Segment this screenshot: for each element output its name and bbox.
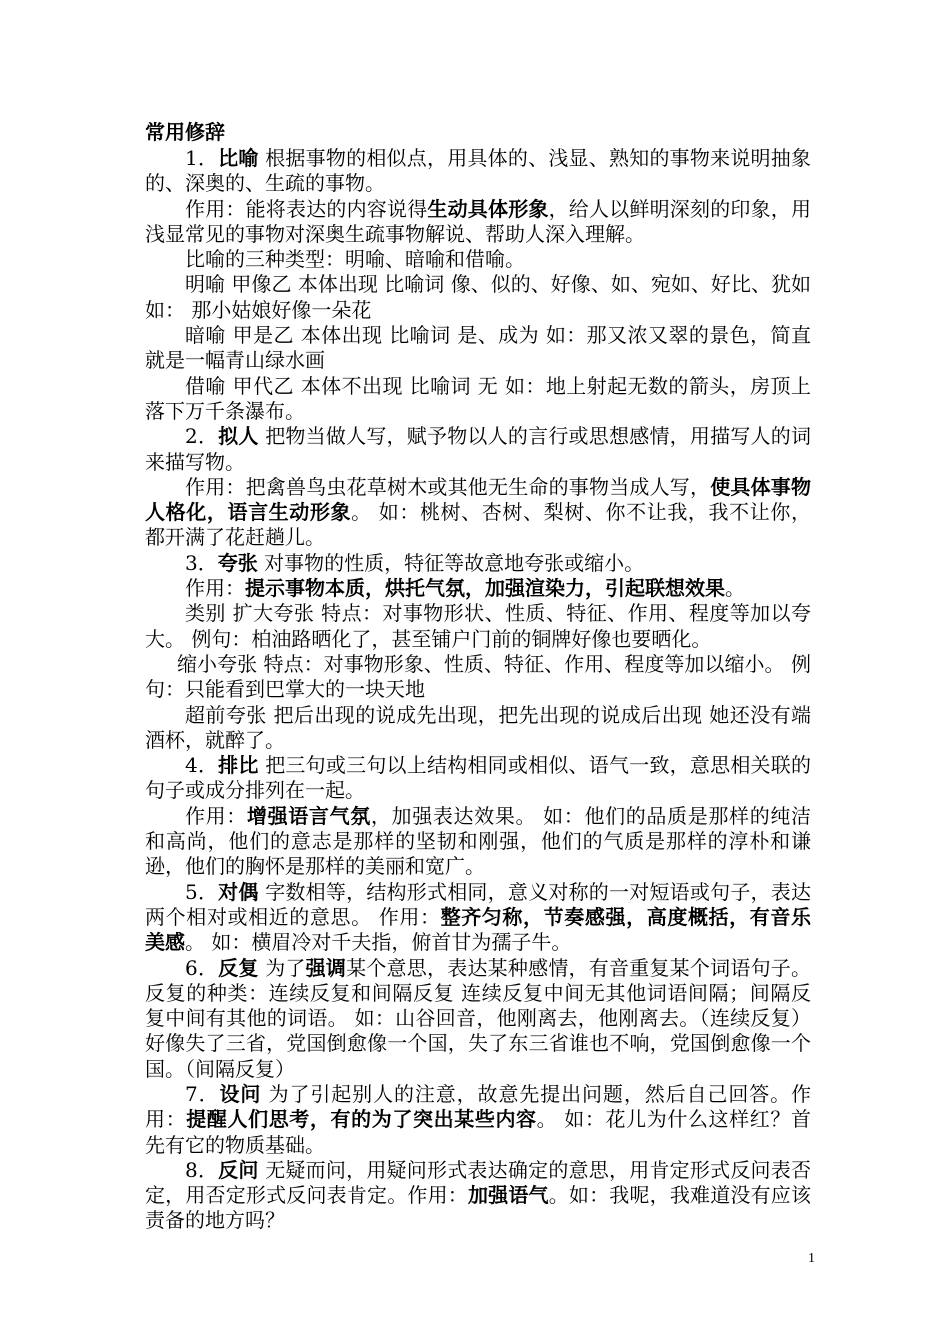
section-term: 比喻: [218, 146, 259, 170]
section-rhetorical-question: [145, 1082, 811, 1158]
function-text: 。: [725, 576, 745, 601]
function-highlight: 提醒人们思考，有的为了突出某些内容: [186, 1107, 537, 1132]
metaphor-types: 比喻的三种类型：明喻、暗喻和借喻。: [185, 247, 525, 272]
section-function: [145, 576, 811, 601]
section-number: 1．: [185, 146, 219, 170]
function-text: 。如：我呢，我难道没有应该责备的地方吗？: [145, 1183, 811, 1233]
function-highlight: 生动具体形象: [427, 196, 549, 221]
section-definition: 根据事物的相似点，用具体的、浅显、熟知的事物来说明抽象的、深奥的、生疏的事物。: [145, 146, 811, 196]
section-definition: 某个意思，表达某种感情，有音重复某个词语句子。 反复的种类：连续反复和间隔反复 连续反复中间无其他词语间隔；间隔反复中间有其他的词语。 如：山谷回音，他刚离去，他刚离去。（连续反复） 好像失了三省，党国倒愈像一个国，失了东三省谁也不响，党国倒愈像一个国。（间隔反复）: [145, 955, 812, 1081]
section-number: 6．: [185, 955, 219, 980]
page-title: 常用修辞: [145, 120, 225, 144]
function-text: 作用：把禽兽鸟虫花草树木或其他无生命的事物当成人写，: [185, 474, 711, 499]
metaphor-type-simile: 明喻 甲像乙 本体出现 比喻词 像、似的、好像、如、宛如、好比、犹如 如： 那小姑娘好像一朵花: [145, 272, 811, 322]
section-number: 5．: [185, 879, 219, 904]
function-text: 作用：: [185, 803, 247, 828]
function-text: 。 如：花儿为什么这样红？首先有它的物质基础。: [145, 1107, 812, 1157]
function-text: ，加强表达效果。 如：他们的品质是那样的纯洁和高尚，他们的意志是那样的坚韧和刚强，他们的气质是那样的淳朴和谦逊，他们的胸怀是那样的美丽和宽广。: [145, 803, 812, 879]
hyperbole-type-advance: 超前夸张 把后出现的说成先出现，把先出现的说成后出现 她还没有端酒杯，就醉了。: [145, 702, 811, 752]
section-term: 反复: [218, 955, 259, 980]
section-term: 拟人: [218, 424, 259, 449]
section-term: 设问: [219, 1081, 262, 1106]
function-highlight: 加强语气: [468, 1183, 549, 1208]
function-text: 。 如：桃树、杏树、梨树、你不让我，我不让你，都开满了花赶趟儿。: [145, 500, 812, 550]
function-text: 作用：: [185, 576, 245, 601]
section-term: 反问: [218, 1157, 259, 1182]
section-definition: 为了: [258, 955, 306, 980]
section-definition: 对事物的性质，特征等故意地夸张或缩小。: [257, 550, 645, 575]
section-definition: 把物当做人写，赋予物以人的言行或思想感情，用描写人的词来描写物。: [145, 424, 811, 474]
section-function: [145, 804, 811, 880]
page-number: 1: [808, 1251, 815, 1266]
section-number: 8．: [185, 1157, 219, 1182]
function-highlight: 整齐匀称，节奏感强，高度概括，有音乐美感: [145, 904, 812, 955]
section-term: 排比: [218, 753, 259, 778]
section-number: 2．: [185, 424, 219, 449]
metaphor-type-implicit: 暗喻 甲是乙 本体出现 比喻词 是、成为 如：那又浓又翠的景色，简直就是一幅青山绿水画: [145, 323, 811, 373]
section-hyperbole: [145, 551, 811, 576]
section-term: 对偶: [218, 879, 259, 904]
section-repetition: [145, 956, 811, 1082]
hyperbole-type-exaggerate: 类别 扩大夸张 特点：对事物形状、性质、特征、作用、程度等加以夸大。 例句：柏油路晒化了，甚至铺户门前的铜牌好像也要晒化。: [145, 601, 811, 651]
section-definition: 字数相等，结构形式相同，意义对称的一对短语或句子，表达两个相对或相近的意思。 作用：: [145, 879, 811, 929]
section-number: 7．: [185, 1081, 220, 1106]
definition-highlight: 强调: [305, 955, 347, 980]
section-number: 4．: [185, 753, 219, 778]
section-definition: 把三句或三句以上结构相同或相似、语气一致，意思相关联的句子或成分排列在一起。: [145, 753, 811, 803]
function-highlight: 提示事物本质，烘托气氛，加强渲染力，引起联想效果: [245, 576, 725, 601]
section-definition: 为了引起别人的注意，故意先提出问题，然后自己回答。作用：: [145, 1081, 812, 1132]
metaphor-type-borrowed: 借喻 甲代乙 本体不出现 比喻词 无 如：地上射起无数的箭头，房顶上落下万千条瀑布。: [145, 373, 811, 423]
document-body: [145, 118, 811, 1234]
section-antithesis: [145, 880, 811, 956]
function-highlight: 使具体事物人格化，语言生动形象: [145, 474, 812, 525]
section-parallelism: [145, 753, 811, 804]
section-counter-question: [145, 1158, 811, 1234]
hyperbole-type-minimize: 缩小夸张 特点：对事物形象、性质、特征、作用、程度等加以缩小。 例句：只能看到巴掌大的一块天地: [145, 651, 811, 702]
section-metaphor: [145, 146, 811, 197]
function-text: ，给人以鲜明深刻的印象，用浅显常见的事物对深奥生疏事物解说、帮助人深入理解。: [145, 196, 812, 246]
section-function: [145, 475, 811, 551]
section-number: 3．: [185, 550, 218, 575]
function-text: 作用：能将表达的内容说得: [185, 196, 428, 221]
section-definition: 无疑而问，用疑问形式表达确定的意思，用肯定形式反问表否定，用否定形式反问表肯定。作用：: [145, 1157, 811, 1208]
function-highlight: 增强语言气氛: [246, 803, 371, 828]
section-personification: [145, 424, 811, 475]
section-term: 夸张: [217, 550, 258, 575]
function-text: 。 如：横眉冷对千夫指，俯首甘为孺子牛。: [185, 930, 572, 955]
section-function: [145, 197, 811, 248]
